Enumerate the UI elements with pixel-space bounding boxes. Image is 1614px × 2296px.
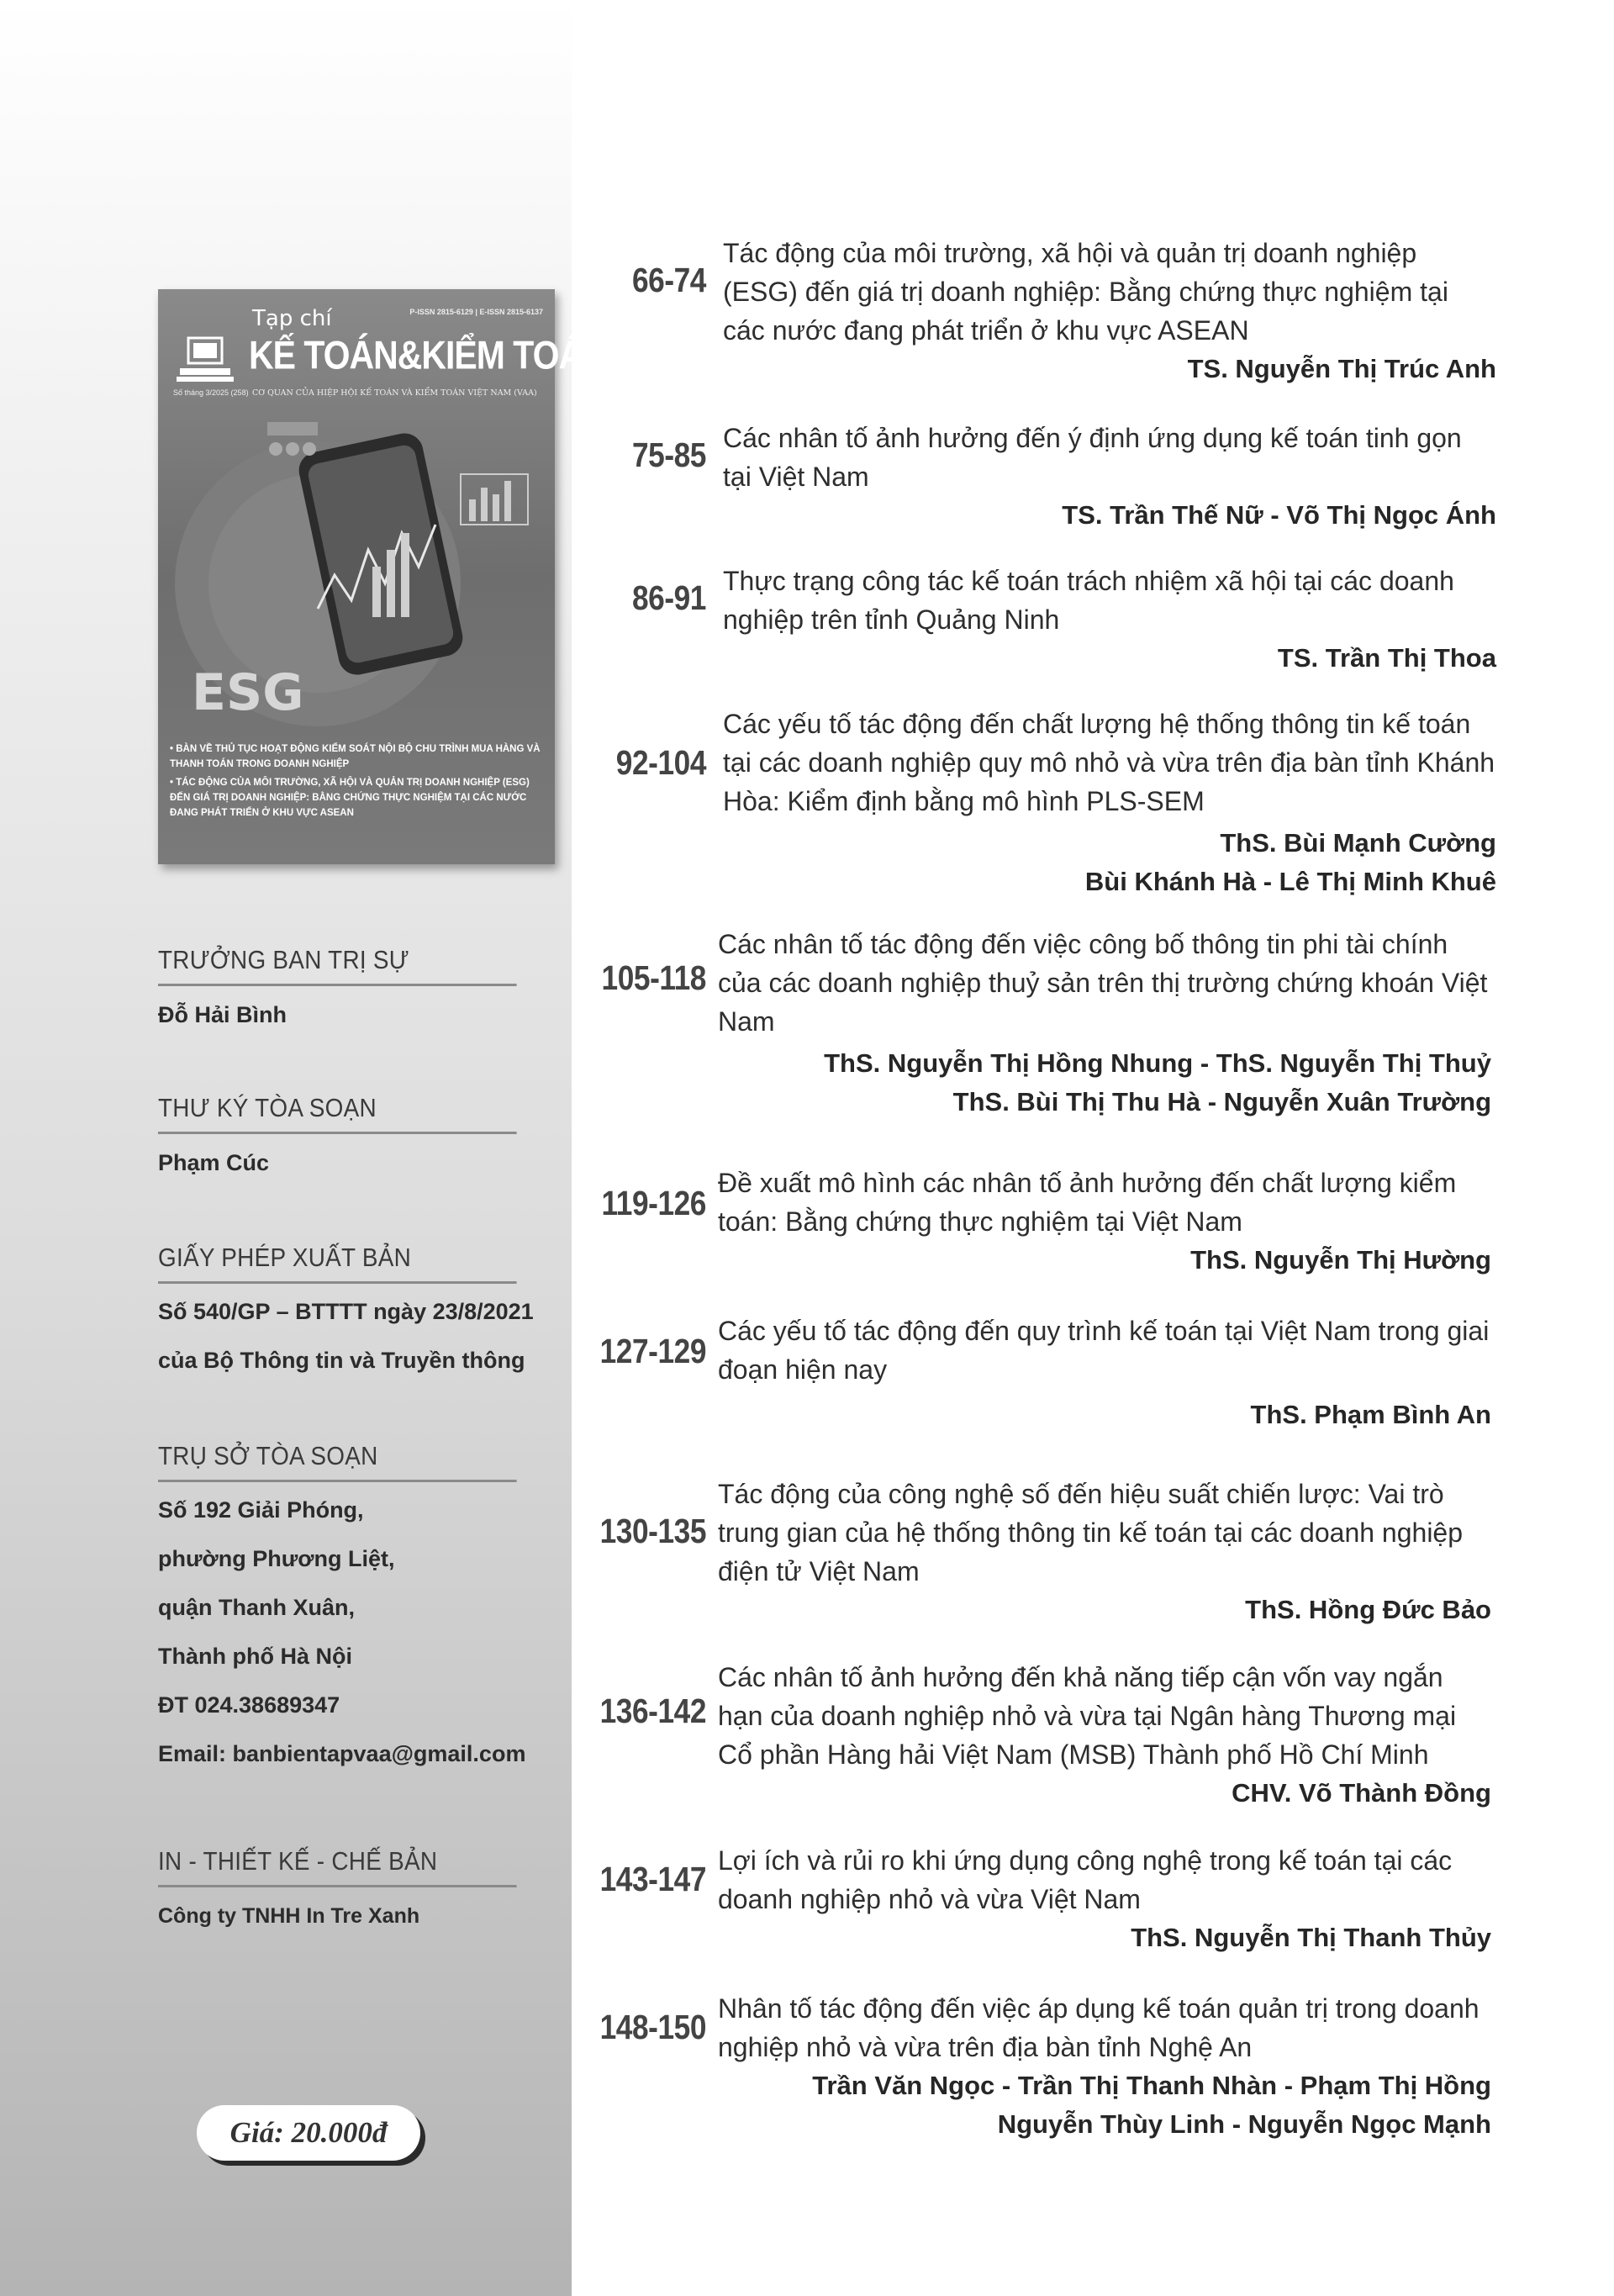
- office-section: [158, 1441, 556, 1778]
- secretary-label: THƯ KÝ TÒA SOẠN: [158, 1093, 517, 1134]
- office-line: quận Thanh Xuân,: [158, 1595, 355, 1620]
- toc-pages: 66-74: [631, 261, 706, 299]
- toc-author: ThS. Nguyễn Thị Hường: [1190, 1245, 1491, 1275]
- toc-pages: 75-85: [631, 435, 706, 474]
- toc-title: Các nhân tố ảnh hưởng đến ý định ứng dụng kế toán tinh gọn tại Việt Nam: [723, 423, 1462, 492]
- toc-author: ThS. Nguyễn Thị Hồng Nhung - ThS. Nguyễn Thị Thuỷ: [824, 1048, 1491, 1078]
- toc-body: [718, 1989, 1491, 2144]
- cover-organization: CƠ QUAN CỦA HIỆP HỘI KẾ TOÁN VÀ KIỂM TOÁN VIỆT NAM (VAA): [252, 388, 537, 398]
- license-line: Số 540/GP – BTTTT ngày 23/8/2021: [158, 1299, 534, 1324]
- cover-issn: P-ISSN 2815-6129 | E-ISSN 2815-6137: [409, 308, 543, 316]
- toc-title: Tác động của môi trường, xã hội và quản trị doanh nghiệp (ESG) đến giá trị doanh nghiệp: Bằng chứng thực nghiệm tại các nước đang phát triển ở khu vực ASEAN: [723, 238, 1448, 346]
- toc-pages: 119-126: [601, 1184, 706, 1222]
- toc-body: [718, 1164, 1491, 1280]
- cover-headlines: [170, 742, 548, 824]
- toc-title: Lợi ích và rủi ro khi ứng dụng công nghệ trong kế toán tại các doanh nghiệp nhỏ và vừa Việt Nam: [718, 1845, 1453, 1914]
- toc-title: Các yếu tố tác động đến chất lượng hệ thống thông tin kế toán tại các doanh nghiệp quy mô nhỏ và vừa trên địa bàn tỉnh Khánh Hòa: Kiểm định bằng mô hình PLS-SEM: [723, 709, 1495, 816]
- chief-section: [158, 945, 556, 1032]
- toc-title: Các nhân tố tác động đến việc công bố thông tin phi tài chính của các doanh nghiệp thuỷ sản trên thị trường chứng khoán Việt Nam: [718, 929, 1488, 1037]
- esg-letters: ESG: [192, 663, 304, 722]
- print-section: [158, 1846, 556, 1933]
- office-label: TRỤ SỞ TÒA SOẠN: [158, 1441, 517, 1482]
- chief-value: Đỗ Hải Bình: [158, 1002, 287, 1027]
- toc-author: ThS. Bùi Thị Thu Hà - Nguyễn Xuân Trường: [952, 1087, 1491, 1116]
- toc-pages: 130-135: [599, 1512, 706, 1550]
- magazine-cover: [158, 289, 607, 864]
- toc-pages: 92-104: [615, 743, 706, 782]
- office-phone: ĐT 024.38689347: [158, 1692, 340, 1718]
- toc-pages: 105-118: [601, 958, 706, 997]
- toc-pages: 148-150: [599, 2008, 706, 2046]
- toc-author: CHV. Võ Thành Đồng: [1232, 1778, 1491, 1808]
- toc-body: [718, 1312, 1491, 1434]
- toc-pages: 127-129: [599, 1332, 706, 1370]
- office-value: [158, 1486, 556, 1778]
- office-line: Thành phố Hà Nội: [158, 1644, 352, 1669]
- toc-author: TS. Nguyễn Thị Trúc Anh: [1187, 354, 1496, 383]
- toc-author: ThS. Nguyễn Thị Thanh Thủy: [1131, 1923, 1491, 1952]
- toc-body: [718, 1841, 1491, 1957]
- cover-title: KẾ TOÁN&KIỂM TOÁN: [249, 333, 607, 377]
- toc-body: [723, 705, 1496, 901]
- secretary-section: [158, 1093, 556, 1180]
- toc-title: Đề xuất mô hình các nhân tố ảnh hưởng đến chất lượng kiểm toán: Bằng chứng thực nghiệm tại Việt Nam: [718, 1168, 1457, 1237]
- print-value: Công ty TNHH In Tre Xanh: [158, 1904, 420, 1928]
- toc-author: ThS. Hồng Đức Bảo: [1245, 1595, 1491, 1624]
- cover-magazine-label: Tạp chí: [252, 306, 332, 331]
- toc-body: [718, 925, 1491, 1122]
- toc-author: ThS. Bùi Mạnh Cường: [1220, 828, 1496, 858]
- cover-issue: Số tháng 3/2025 (258): [173, 388, 249, 397]
- toc-author: TS. Trần Thị Thoa: [1277, 643, 1496, 673]
- toc-pages: 86-91: [631, 578, 706, 617]
- price-tag: Giá: 20.000đ: [197, 2105, 420, 2161]
- print-label: IN - THIẾT KẾ - CHẾ BẢN: [158, 1846, 517, 1887]
- computer-icon: [175, 336, 235, 383]
- toc-author: Trần Văn Ngọc - Trần Thị Thanh Nhàn - Phạm Thị Hồng: [812, 2071, 1491, 2100]
- license-line: của Bộ Thông tin và Truyền thông: [158, 1348, 525, 1373]
- toc-author: Nguyễn Thùy Linh - Nguyễn Ngọc Mạnh: [997, 2109, 1491, 2139]
- toc-author: ThS. Phạm Bình An: [1250, 1400, 1491, 1429]
- office-email: Email: banbientapvaa@gmail.com: [158, 1741, 526, 1766]
- toc-author: TS. Trần Thế Nữ - Võ Thị Ngọc Ánh: [1062, 500, 1496, 530]
- license-section: [158, 1243, 556, 1385]
- toc-title: Các yếu tố tác động đến quy trình kế toán tại Việt Nam trong giai đoạn hiện nay: [718, 1316, 1490, 1385]
- toc-pages: 136-142: [599, 1692, 706, 1730]
- toc-title: Nhân tố tác động đến việc áp dụng kế toán quản trị trong doanh nghiệp nhỏ và vừa trên địa bàn tỉnh Nghệ An: [718, 1993, 1480, 2062]
- toc-title: Các nhân tố ảnh hưởng đến khả năng tiếp cận vốn vay ngắn hạn của doanh nghiệp nhỏ và vừa tại Ngân hàng Thương mại Cổ phần Hàng hải Việt Nam (MSB) Thành phố Hồ Chí Minh: [718, 1662, 1457, 1770]
- toc-body: [723, 234, 1496, 388]
- toc-pages: 143-147: [599, 1860, 706, 1898]
- secretary-value: Phạm Cúc: [158, 1150, 270, 1175]
- toc-title: Thực trạng công tác kế toán trách nhiệm xã hội tại các doanh nghiệp trên tỉnh Quảng Ninh: [723, 566, 1454, 635]
- license-value: [158, 1287, 556, 1385]
- office-line: phường Phương Liệt,: [158, 1546, 395, 1571]
- toc-body: [723, 562, 1496, 678]
- license-label: GIẤY PHÉP XUẤT BẢN: [158, 1243, 517, 1284]
- cover-headline: • TÁC ĐỘNG CỦA MÔI TRƯỜNG, XÃ HỘI VÀ QUẢN TRỊ DOANH NGHIỆP (ESG) ĐẾN GIÁ TRỊ DOANH NGHIỆP: BẰNG CHỨNG THỰC NGHIỆM TẠI CÁC NƯỚC ĐANG PHÁT TRIỂN Ở KHU VỰC ASEAN: [170, 778, 530, 818]
- cover-headline: • BÀN VỀ THỦ TỤC HOẠT ĐỘNG KIỂM SOÁT NỘI BỘ CHU TRÌNH MUA HÀNG VÀ THANH TOÁN TRONG DOANH NGHIỆP: [170, 744, 541, 769]
- toc-author: Bùi Khánh Hà - Lê Thị Minh Khuê: [1084, 867, 1496, 896]
- toc-title: Tác động của công nghệ số đến hiệu suất chiến lược: Vai trò trung gian của hệ thống thông tin kế toán tại các doanh nghiệp điện tử Việt Nam: [718, 1479, 1464, 1586]
- office-line: Số 192 Giải Phóng,: [158, 1497, 364, 1523]
- toc-body: [723, 419, 1496, 535]
- chief-label: TRƯỞNG BAN TRỊ SỰ: [158, 945, 517, 986]
- cover-illustration: [158, 407, 555, 735]
- toc-body: [718, 1658, 1491, 1813]
- toc-body: [718, 1475, 1491, 1629]
